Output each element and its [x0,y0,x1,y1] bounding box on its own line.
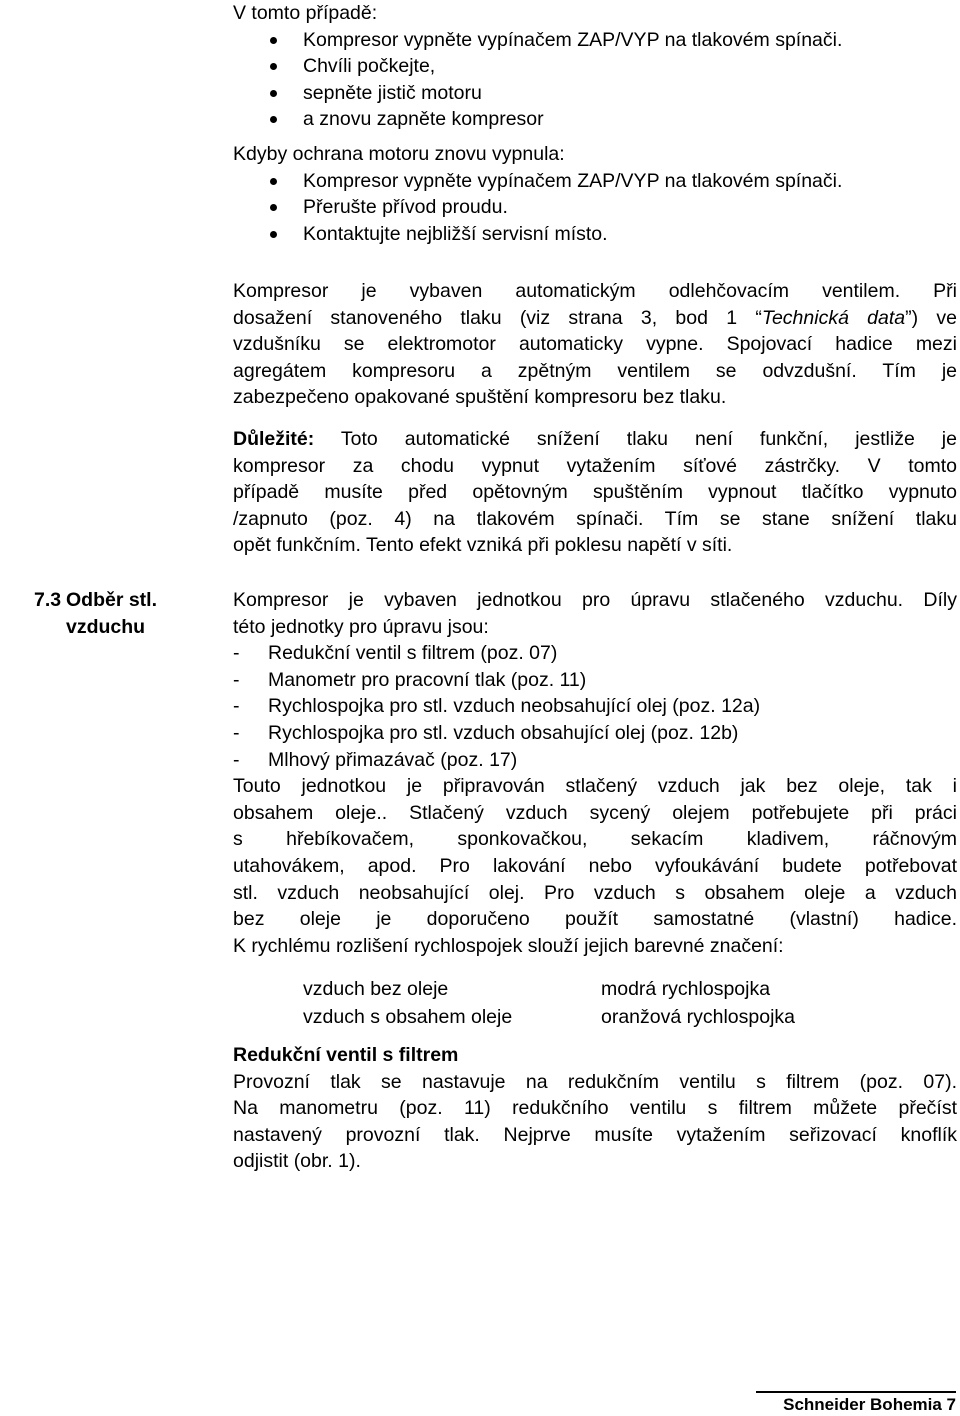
bullet-item: Kontaktujte nejbližší servisní místo. [233,221,957,248]
section-heading: 7.3 Odběr stl. vzduchu [34,589,158,638]
table-row: vzduch bez oleje modrá rychlospojka [303,978,771,1000]
list-item: - Manometr pro pracovní tlak (poz. 11) [233,668,587,691]
intro-text: V tomto případě: [233,2,378,24]
table-row: vzduch s obsahem oleje oranžová rychlospojka [303,1006,796,1028]
list-item: - Mlhový přimazávač (poz. 17) [233,748,518,771]
bullet-item: Přerušte přívod proudu. [233,194,957,221]
coupling-color-table [303,975,795,1031]
intro-text-2: Kdyby ochrana motoru znovu vypnula: [233,142,565,165]
subheading: Redukční ventil s filtrem [233,1044,459,1066]
bullet-item: sepněte jistič motoru [233,80,957,107]
list-item: - Rychlospojka pro stl. vzduch obsahující olej (poz. 12b) [233,721,739,744]
bullet-icon [270,178,277,185]
section-number: 7.3 [34,589,62,611]
bullet-item: a znovu zapněte kompresor [233,106,957,133]
bullet-icon [270,63,277,70]
bullet-icon [270,90,277,97]
bullet-item: Kompresor vypněte vypínačem ZAP/VYP na tlakovém spínači. [233,168,957,195]
warning-block [233,0,957,247]
paragraph-important: Důležité: Toto automatické snížení tlaku není funkční, jestliže je kompresor za chodu vypnut vytažením síťové zástrčky. V tomto případě musíte před opětovným spuštěním vypnout tlačítko vypnuto /zapnuto (poz. 4) na tlakovém spínači. Tím se stane snížení tlaku opět funkčním. Tento efekt vzniká při poklesu napětí v síti. [233,428,957,557]
important-label: Důležité: [233,428,315,450]
bullet-item: Chvíli počkejte, [233,53,957,80]
bullet-icon [270,231,277,238]
bullet-icon [270,204,277,211]
list-item: - Rychlospojka pro stl. vzduch neobsahující olej (poz. 12a) [233,695,761,718]
bullet-item: Kompresor vypněte vypínačem ZAP/VYP na tlakovém spínači. [233,27,957,54]
paragraph-unloader-valve: Kompresor je vybaven automatickým odlehčovacím ventilem. Při dosažení stanoveného tlaku (viz strana 3, bod 1 “Technická data”) ve vzdušníku se elektromotor automaticky vypne. Spojovací hadice mezi agregátem kompresoru a zpětným ventilem se odvzdušní. Tím je zabezpečeno opakované spuštění kompresoru bez tlaku. [233,280,957,409]
list-item: - Redukční ventil s filtrem (poz. 07) [233,642,558,665]
paragraph-pressure-regulator: Redukční ventil s filtrem Provozní tlak se nastavuje na redukčním ventilu s filtrem (poz. 07). Na manometru (poz. 11) redukčního ventilu s filtrem můžete přečíst nastavený provozní tlak. Nejprve musíte vytažením seřizovací knoflík odjistit (obr. 1). [233,1044,957,1173]
bullet-icon [270,37,277,44]
page-footer: Schneider Bohemia 7 [756,1391,956,1416]
section-title: Odběr stl. [66,589,158,611]
paragraph-air-treatment: Kompresor je vybaven jednotkou pro úpravu stlačeného vzduchu. Díly této jednotky pro úpravu jsou: - Redukční ventil s filtrem (poz. 07) - Manometr pro pracovní tlak (poz. 11) - Rychlospojka pro stl. vzduch neobsahující olej (poz. 12a) - Rychlospojka pro stl. vzduch obsahující olej (poz. 12b) - Mlhový přimazávač (poz. 17) Touto jednotkou je připravován stlačený vzduch jak bez oleje, tak i obsahem oleje.. Stlačený vzduch sycený olejem potřebujete při práci s hřebíkovačem, sponkovačkou, sekacím kladivem, ráčnovým utahovákem, apod. Pro lakování nebo vyfoukávání budete potřebovat stl. vzduch neobsahující olej. Pro vzduch s obsahem oleje a vzduch bez oleje je doporučeno použít samostatné (vlastní) hadice. K rychlému rozlišení rychlospojek slouží jejich barevné značení: [233,589,957,957]
bullet-icon [270,116,277,123]
